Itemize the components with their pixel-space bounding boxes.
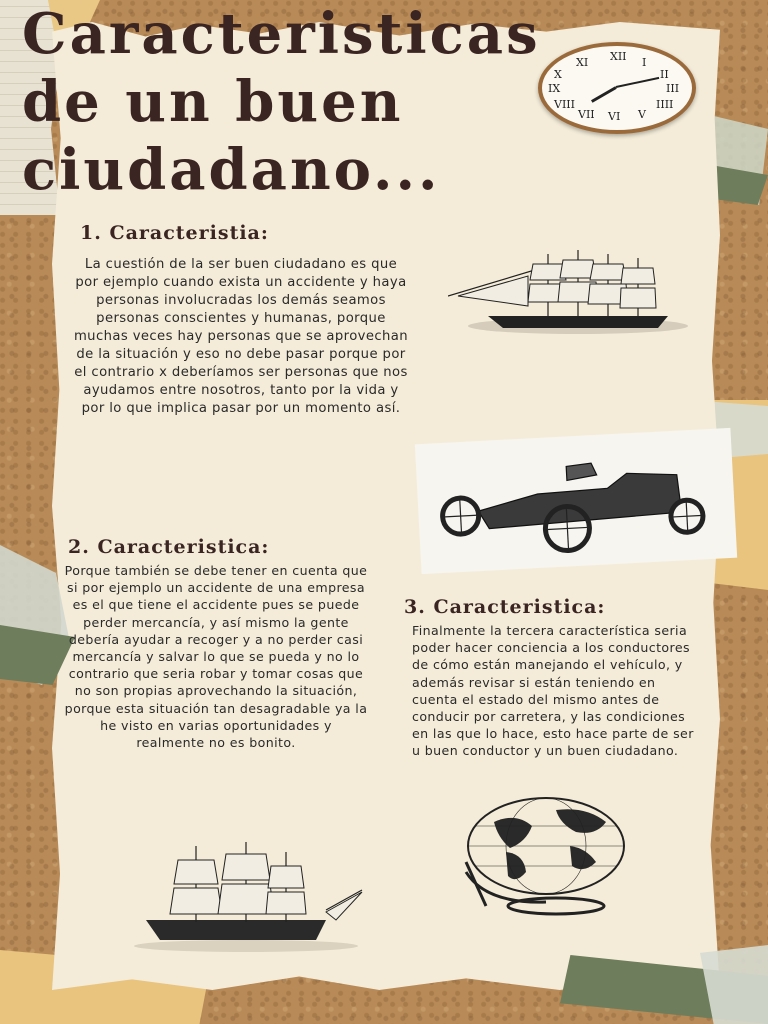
section-2-text: Porque también se debe tener en cuenta que si por ejemplo un accidente de una empresa es el que tiene el accidente pues se puede perder mercancía, y así mismo la gente debería ayudar a recoger y a no perder casi mercancía y salvar lo que se pueda y no lo contrario que seria robar y tomar cosas que no son propias aprovechando la situación, porque esta situación tan desagradable ya la he visto en varias oportunidades y realmente no es bonito.	[64, 563, 368, 751]
vintage-car-icon	[415, 428, 737, 574]
clock-numeral: XI	[576, 56, 589, 69]
clock-minute-hand	[616, 77, 659, 88]
clock-numeral: VIII	[554, 98, 575, 111]
clock-icon	[538, 42, 696, 134]
clock-numeral: IX	[548, 82, 561, 95]
clock-numeral: II	[660, 68, 669, 81]
clock-numeral: V	[638, 108, 646, 121]
clock-numeral: IIII	[656, 98, 674, 111]
section-1-heading: 1. Caracteristia:	[80, 222, 269, 244]
sailing-ship-icon	[448, 246, 688, 342]
clock-numeral: VII	[578, 108, 595, 121]
section-3-heading: 3. Caracteristica:	[404, 596, 606, 618]
clock-numeral: VI	[608, 110, 621, 123]
clock-numeral: I	[642, 56, 647, 69]
galleon-icon	[126, 840, 366, 958]
clock-hour-hand	[591, 86, 617, 103]
globe-icon	[446, 792, 646, 918]
section-1-text: La cuestión de la ser buen ciudadano es que por ejemplo cuando exista un accidente y haya personas involucradas los demás seamos personas conscientes y humanas, porque muchas veces hay personas que se aprovechan de la situación y eso no debe pasar porque por el contrario x deberíamos ser personas que nos ayudamos entre nosotros, tanto por la vida y por lo que implica pasar por un momento así.	[73, 257, 409, 416]
clock-numeral: XII	[610, 50, 627, 63]
section-2-heading: 2. Caracteristica:	[68, 536, 270, 558]
clock-numeral: III	[666, 82, 680, 95]
section-3-text: Finalmente la tercera característica seria poder hacer conciencia a los conductores de cómo están manejando el vehículo, y además revisar si están teniendo en cuenta el estado del mismo antes de conducir por carretera, y las condiciones en las que lo hace, esto hace parte de ser u buen conductor y un buen ciudadano.	[412, 623, 694, 759]
page-title: Caracteristicas de un buen ciudadano...	[22, 1, 541, 203]
clock-numeral: X	[554, 68, 562, 81]
